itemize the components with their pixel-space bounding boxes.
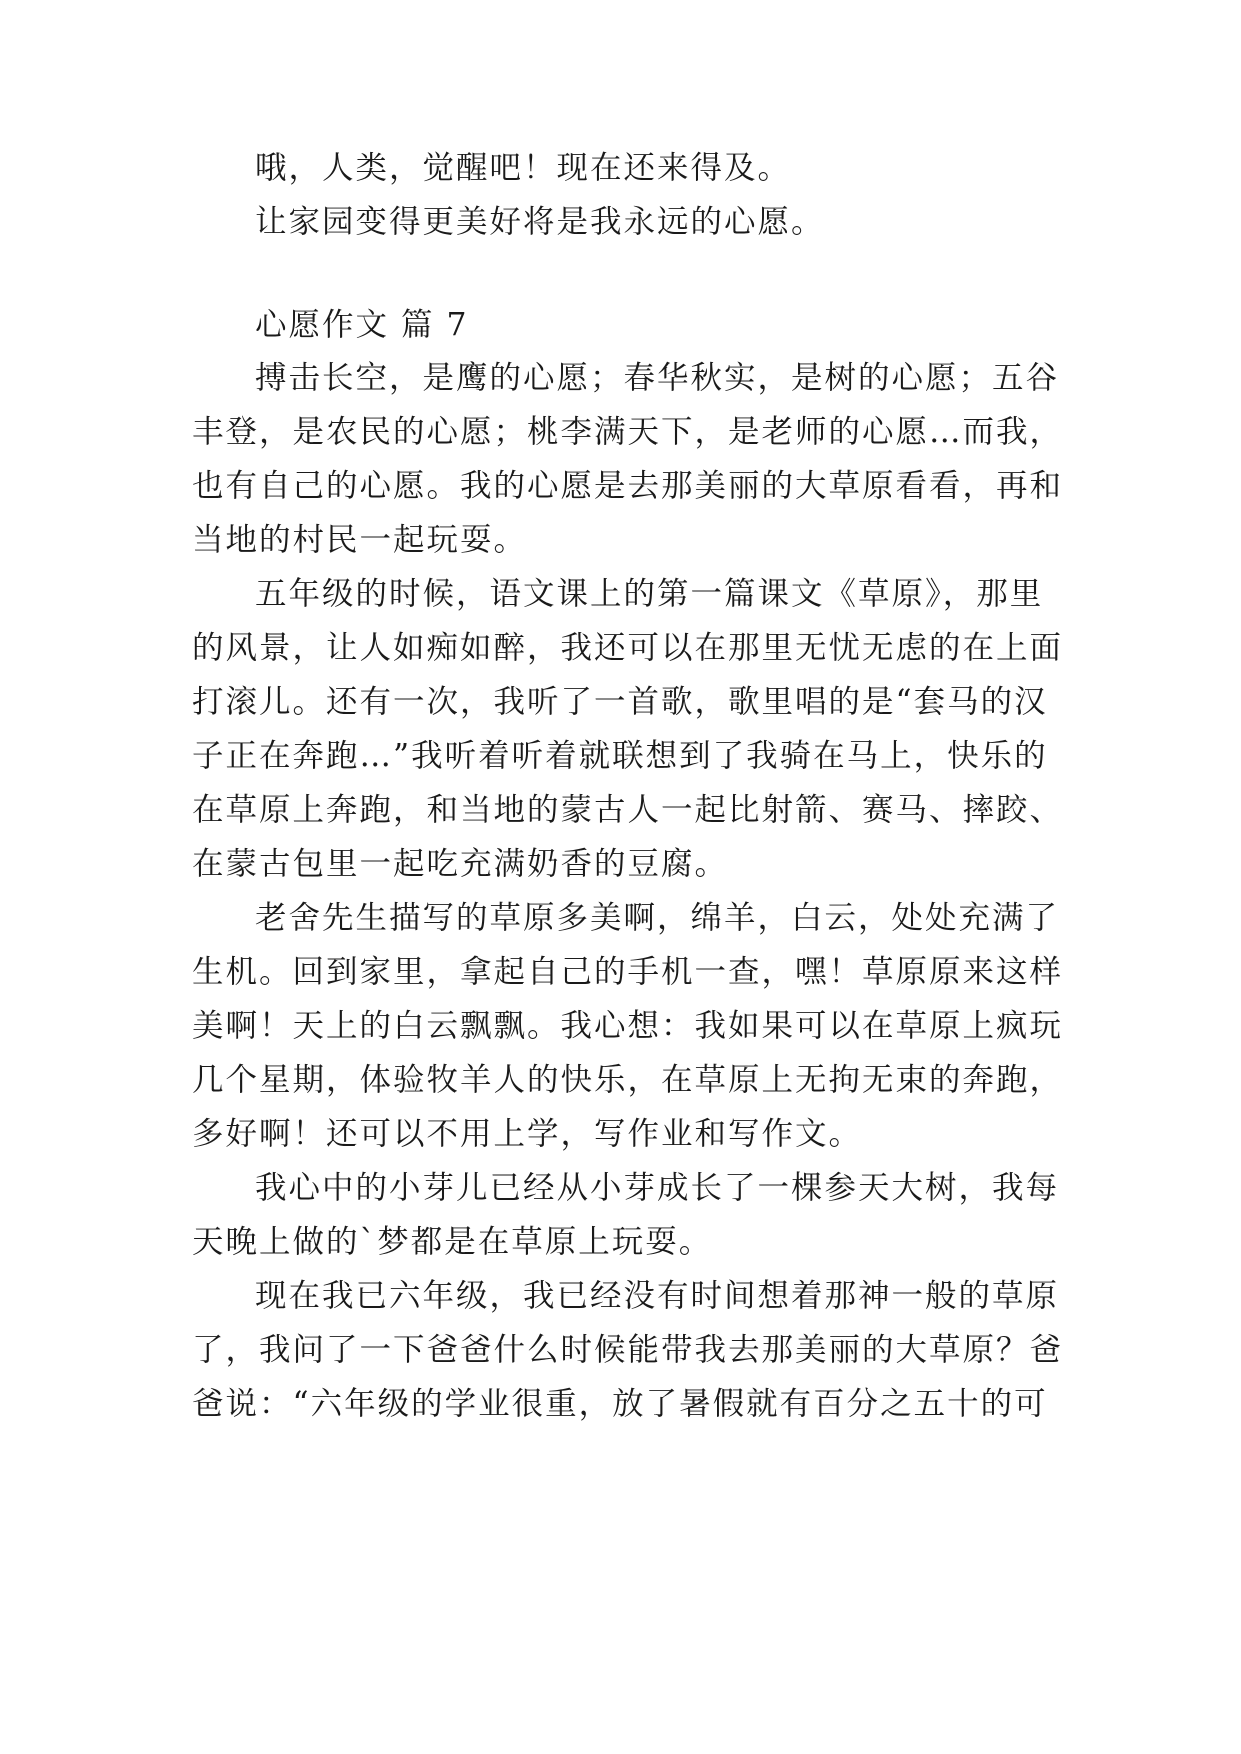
paragraph-line: 哦，人类，觉醒吧！现在还来得及。 bbox=[255, 150, 792, 186]
paragraph-line: 搏击长空，是鹰的心愿；春华秋实，是树的心愿；五谷 bbox=[255, 360, 1060, 396]
paragraph-line: 五年级的时候，语文课上的第一篇课文《草原》，那里 bbox=[255, 576, 1044, 612]
paragraph-line: 多好啊！还可以不用上学，写作业和写作文。 bbox=[192, 1116, 863, 1152]
paragraph-line: 生机。回到家里，拿起自己的手机一查，嘿！草原原来这样 bbox=[192, 954, 1064, 990]
section-heading: 心愿作文 篇 7 bbox=[255, 307, 469, 343]
paragraph-line: 打滚儿。还有一次，我听了一首歌，歌里唱的是“套马的汉 bbox=[192, 684, 1048, 720]
paragraph-line: 也有自己的心愿。我的心愿是去那美丽的大草原看看，再和 bbox=[192, 468, 1064, 504]
paragraph-line: 在草原上奔跑，和当地的蒙古人一起比射箭、赛马、摔跤、 bbox=[192, 792, 1064, 828]
paragraph-line: 我心中的小芽儿已经从小芽成长了一棵参天大树，我每 bbox=[255, 1170, 1060, 1206]
paragraph-line: 让家园变得更美好将是我永远的心愿。 bbox=[255, 204, 825, 240]
paragraph-line: 天晚上做的`梦都是在草原上玩耍。 bbox=[192, 1224, 713, 1260]
paragraph-line: 了，我问了一下爸爸什么时候能带我去那美丽的大草原？爸 bbox=[192, 1332, 1064, 1368]
paragraph-line: 几个星期，体验牧羊人的快乐，在草原上无拘无束的奔跑， bbox=[192, 1062, 1064, 1098]
paragraph-line: 丰登，是农民的心愿；桃李满天下，是老师的心愿…而我， bbox=[192, 414, 1064, 450]
paragraph-line: 子正在奔跑…”我听着听着就联想到了我骑在马上，快乐的 bbox=[192, 738, 1048, 774]
paragraph-line: 的风景，让人如痴如醉，我还可以在那里无忧无虑的在上面 bbox=[192, 630, 1064, 666]
paragraph-line: 当地的村民一起玩耍。 bbox=[192, 522, 528, 558]
paragraph-line: 现在我已六年级，我已经没有时间想着那神一般的草原 bbox=[255, 1278, 1060, 1314]
paragraph-line: 老舍先生描写的草原多美啊，绵羊，白云，处处充满了 bbox=[255, 900, 1060, 936]
paragraph-line: 在蒙古包里一起吃充满奶香的豆腐。 bbox=[192, 846, 729, 882]
paragraph-line: 美啊！天上的白云飘飘。我心想：我如果可以在草原上疯玩 bbox=[192, 1008, 1064, 1044]
paragraph-line: 爸说：“六年级的学业很重，放了暑假就有百分之五十的可 bbox=[192, 1386, 1048, 1422]
